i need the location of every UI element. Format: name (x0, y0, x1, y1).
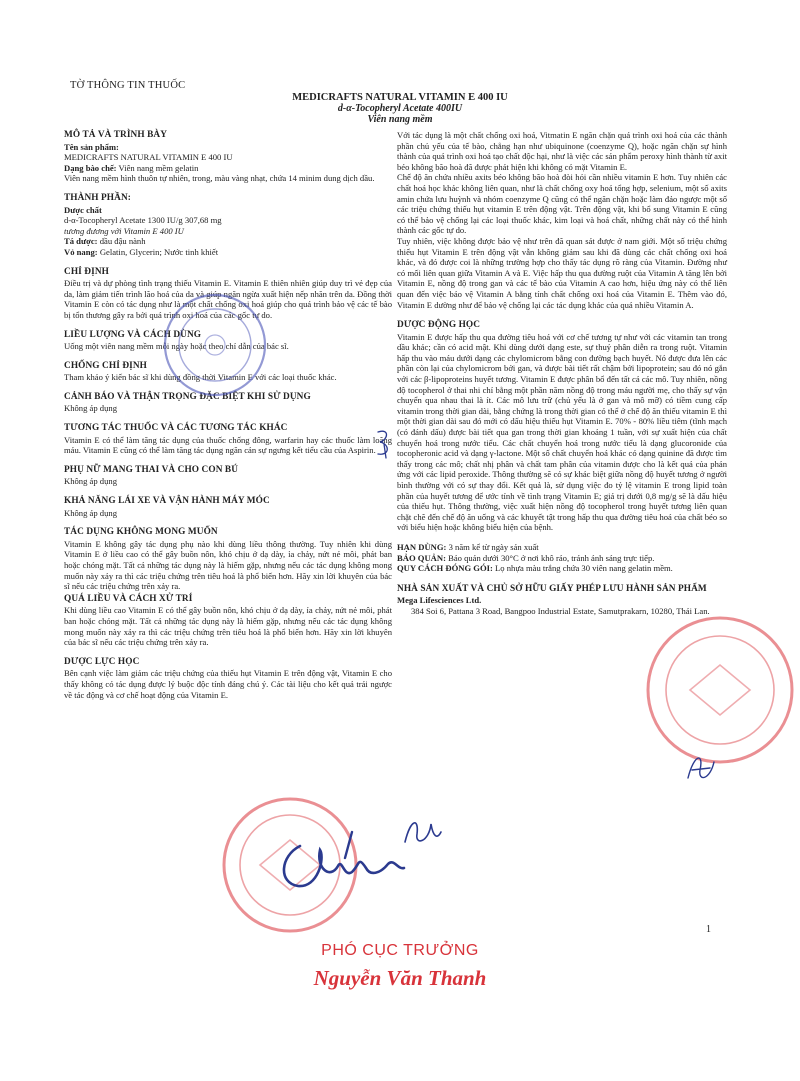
section-heading-interactions: TƯƠNG TÁC THUỐC VÀ CÁC TƯƠNG TÁC KHÁC (64, 423, 288, 434)
initial-signature-center (395, 812, 445, 852)
section-heading-contraindications: CHỐNG CHỈ ĐỊNH (64, 360, 148, 371)
excipient-row (64, 236, 392, 247)
red-seal-stamp-right (630, 605, 800, 775)
packaging-value: Lọ nhựa màu trắng chứa 30 viên nang gelatin mềm. (492, 563, 673, 574)
handwritten-signature-main (270, 828, 410, 898)
interactions-text: Vitamin E có thể làm tăng tác dụng của thuốc chống đông, warfarin hay các thuốc làm loãng máu. Vitamin E cũng có thể làm tăng tác dụng ngăn cản sự ngưng kết tiểu cầu của Aspirin. (64, 434, 392, 456)
pharmacodynamics-text: Bên cạnh việc làm giảm các triệu chứng của thiếu hụt Vitamin E trên động vật, Vitamin E cho thấy không có tác dụng được lý buộc độc tính đáng chú ý. Các tài liệu cho kết quả trái ngược về tác động và cơ chế hoạt động của Vitamin E. (64, 668, 392, 700)
excipient-label: Tá dược: (64, 236, 98, 247)
pregnancy-text: Không áp dụng (64, 476, 117, 487)
active-ingredient-amount: d-α-Tocopheryl Acetate 1300 IU/g 307,68 mg (64, 215, 222, 226)
shelf-life-value: 3 năm kể từ ngày sản xuất (446, 541, 539, 552)
section-heading-description: MÔ TẢ VÀ TRÌNH BÀY (64, 130, 168, 140)
storage-label: BẢO QUẢN: (397, 552, 446, 563)
excipient-value: dầu đậu nành (97, 236, 146, 247)
section-heading-pharmacodynamics: DƯỢC LỰC HỌC (64, 656, 140, 667)
page-number: 1 (706, 924, 711, 935)
product-name-label: Tên sản phẩm: (64, 141, 119, 152)
warnings-text: Không áp dụng (64, 403, 117, 414)
product-name-value: MEDICRAFTS NATURAL VITAMIN E 400 IU (64, 152, 233, 163)
section-heading-manufacturer: NHÀ SẢN XUẤT VÀ CHỦ SỞ HỮU GIẤY PHÉP LƯU HÀNH SẢN PHẨM (397, 583, 707, 594)
dosage-form-label: Dạng bào chế: (64, 162, 117, 173)
section-heading-indications: CHỈ ĐỊNH (64, 266, 109, 277)
pharmacodynamics-paragraph-1: Với tác dụng là một chất chống oxi hoá, Vitmatin E ngăn chặn quá trình oxi hoá của các thành phần chủ yếu của tế bào, chẳng hạn như ubiquinone (coenzyme Q), hoặc ngăn chặn sự hình thành của quá trình oxi hoá tạo chất độc hại, như là việc các sản phẩm peroxy hình thành từ axit béo không bão hoà đã được phát hiện khi không có mặt Vitamin E. (397, 130, 727, 172)
contraindications-text: Tham khảo ý kiến bác sĩ khi dùng đồng thời Vitamin E với các loại thuốc khác. (64, 372, 337, 383)
red-seal-stamp-bottom (215, 790, 365, 940)
manufacturer-name: Mega Lifesciences Ltd. (397, 595, 482, 606)
shelf-life-row (397, 542, 727, 553)
section-heading-pregnancy: PHỤ NỮ MANG THAI VÀ CHO CON BÚ (64, 464, 239, 475)
capsule-shell-label: Vỏ nang: (64, 246, 98, 257)
product-title: MEDICRAFTS NATURAL VITAMIN E 400 IU (292, 92, 508, 103)
manufacturer-address: 384 Soi 6, Pattana 3 Road, Bangpoo Industrial Estate, Samutprakarn, 10280, Thái Lan. (411, 605, 710, 616)
section-heading-overdose: QUÁ LIỀU VÀ CÁCH XỬ TRÍ (64, 593, 193, 604)
initial-signature-right (680, 748, 720, 792)
dosage-form-subtitle: Viên nang mềm (367, 114, 433, 125)
product-description: Viên nang mềm hình thuôn tự nhiên, trong, màu vàng nhạt, chứa 14 minim dung dịch dầu. (64, 173, 375, 184)
product-name-row (64, 142, 392, 153)
section-heading-adverse-effects: TÁC DỤNG KHÔNG MONG MUỐN (64, 527, 218, 538)
active-ingredient-label: Dược chất (64, 204, 102, 215)
dosage-text: Uống một viên nang mềm mỗi ngày hoặc theo chỉ dẫn của bác sĩ. (64, 341, 289, 352)
driving-text: Không áp dụng (64, 507, 117, 518)
section-heading-warnings: CẢNH BÁO VÀ THẬN TRỌNG ĐẶC BIỆT KHI SỬ DỤNG (64, 391, 311, 402)
signer-title: PHÓ CỤC TRƯỞNG (321, 942, 479, 959)
right-column (397, 130, 727, 617)
storage-value: Bảo quản dưới 30°C ở nơi khô ráo, tránh ánh sáng trực tiếp. (445, 552, 655, 563)
active-ingredient-subtitle: d-α-Tocopheryl Acetate 400IU (337, 103, 463, 114)
packaging-row (397, 563, 727, 574)
section-heading-pharmacokinetics: DƯỢC ĐỘNG HỌC (397, 320, 481, 331)
indications-text: Điều trị và dự phòng tình trạng thiếu Vitamin E. Vitamin E thiên nhiên giúp duy trì vẻ đẹp của da, làm giảm tiến trình lão hoá của da và giúp ngăn ngừa xuất hiện nếp nhăn trên da. Đồng thời Vitamin E còn có tác dụng như là một chất chống oxi hoá giúp cho quá trình bảo vệ các tế bào bị tổn thương gây ra bởi quá trình oxi hoá của các gốc tự do. (64, 278, 392, 320)
section-heading-driving: KHẢ NĂNG LÁI XE VÀ VẬN HÀNH MÁY MÓC (64, 496, 270, 507)
shelf-life-label: HẠN DÙNG: (397, 541, 447, 552)
dosage-form-value: Viên nang mềm gelatin (116, 162, 199, 173)
adverse-effects-text: Vitamin E không gây tác dụng phụ nào khi dùng liều thông thường. Tuy nhiên khi dùng Vitamin E ở liều cao có thể gây buồn nôn, khó chịu ở dạ dày, ỉa chảy, nứt nẻ môi, phát ban hoặc chóng mặt. Tất cả những tác dụng này là hiếm gặp, nhưng nếu các tác dụng không mong muốn này xảy ra thì các triệu chứng trên tiêu hoá là phổ biến hơn. Hãy xin lời khuyên của bác sĩ nếu các triệu chứng trên xảy ra. (64, 538, 392, 592)
dosage-form-row (64, 163, 392, 174)
signer-name: Nguyễn Văn Thanh (313, 966, 487, 990)
capsule-shell-row (64, 247, 392, 258)
section-heading-dosage: LIỀU LƯỢNG VÀ CÁCH DÙNG (64, 329, 202, 340)
document-type-label: TỜ THÔNG TIN THUỐC (70, 80, 186, 91)
pharmacodynamics-paragraph-2: Chế độ ăn chứa nhiều axits béo không bão hoà đòi hỏi cần nhiều vitamin E hơn. Tuy nhiên các chất hoá học khác không liên quan, như là chất chống oxy hoá tổng hợp, selenium, một số axits amin chứa lưu huỳnh và nhóm coenzyme Q cũng có thể ngăn chặn hoặc làm đảo ngược một số các triệu chứng thiếu hụt vitamin E trên động vật. Trên động vật, khi bổ sung Vitamin E cũng có thể bảo vệ chống lại các loại thuốc khác, kim loại và hoá chất, những chất này có thể hình thành các gốc tự do. (397, 172, 727, 236)
title-block (0, 92, 800, 125)
overdose-text: Khi dùng liều cao Vitamin E có thể gây buồn nôn, khó chịu ở dạ dày, ỉa chảy, nứt nẻ môi, phát ban hoặc chóng mặt. Tất cả những tác dụng này là hiếm gặp, nhưng nếu các tác dụng không mong muốn này xảy ra thì các triệu chứng trên tiêu hoá là phổ biến hơn. Hãy xin lời khuyên của bác sĩ nếu các triệu chứng trên xảy ra. (64, 605, 392, 648)
storage-row (397, 553, 727, 564)
active-ingredient-equivalent: tương đương với Vitamin E 400 IU (64, 225, 184, 236)
packaging-label: QUY CÁCH ĐÓNG GÓI: (397, 563, 493, 574)
capsule-shell-value: Gelatin, Glycerin; Nước tinh khiết (97, 246, 219, 257)
left-column (64, 130, 392, 700)
pharmacokinetics-text: Vitamin E được hấp thu qua đường tiêu hoá với cơ chế tương tự như với các vitamin tan trong dầu khác; cần có acid mật. Khi dùng dưới dạng este, sự thuỷ phân diễn ra trong ruột. Vitamin hấp thu vào máu dưới dạng các chylomicrom bằng con đường bạch huyết. Nó được đưa lên các phần còn lại của chylomicrom bởi gan, và được bài tiết rất chậm bởi lipoprotein; sau đó nó gắn với các β-lipoproteins huyết tương. Vitamin E được phân bổ đến tất cả các mô. Tuy nhiên, nồng độ tocopherol ở thai nhi chỉ bằng một phần năm nồng độ trong máu người mẹ, cho thấy sự vận chuyển qua nhau thai là ít. Các mô lưu trữ (chủ yếu là ở gan và mô mỡ) có tiềm cung cấp vitamin trong thời gian dài, bằng chứng là trong thời gian có thể ở chế độ ăn thiếu vitamin E thì một thời gian dài sau đó mới có dấu hiệu thiếu hụt Vitamin E. 70% - 80% liều tiêm (tĩnh mạch (có đánh dấu) được bài tiết qua gan trong thời gian khoảng 1 tuần, với sự xuất hiện của chất chuyển hoá trong nước tiểu. Các chất chuyển hoá trong nước tiểu là dạng glucoronide của tocopheronic acid và dạng γ-lactone. Một số chất chuyển hoá khác có dạng quinine đã được tìm thấy trong các mô; chất nhị phân và chất tam phân của vitamin được cho là kết quả của phản ứng với các lipid peroxide. Thông thường sẽ có sự khác biệt giữa nồng độ huyết tương ở người bình thường với có sự thay đổi. Kết quả là, sử dụng việc đo tỷ lệ vitamin E trong lipid toàn phần của huyết tương để ước tính về tình trạng Vitamin E; giá trị dưới 0,8 mg/g sẽ là dấu hiệu của thiếu hụt. Thông thường, việc xuất hiện nồng độ tocopherol trong huyết tương liên quan chặt chẽ đến chế độ ăn uống và các khuyết tật trong hấp thu qua đường tiêu hoá của chất béo so với biểu hiện hoặc không biểu hiện của bệnh. (397, 331, 727, 533)
section-heading-composition: THÀNH PHẦN: (64, 192, 131, 203)
pharmacodynamics-paragraph-3: Tuy nhiên, việc không được bảo vệ như trên đã quan sát được ở nam giới. Một số triệu chứng thiếu hụt Vitamin E trên động vật vẫn không giảm sau khi đã dùng các chất chống oxi hoá khác, và đó được coi là những trường hợp cho thấy tác dụng rõ ràng của Vitamin. Đường như có mối liên quan giữa Vitamin A và E. Việc hấp thu qua đường ruột của Vitamin A tăng lên bởi Vitamin E, nồng độ trong gan và các tế bào của Vitamin A cao hơn, hiệu ứng này có thể liên quan đến việc bảo vệ Vitamin A bằng tính chất chống oxi hoá của Vitamin E. Thêm vào đó, Vitamin E dường như để bảo vệ chống lại các tác dụng khác của quá nhiều Vitamin A. (397, 235, 727, 310)
